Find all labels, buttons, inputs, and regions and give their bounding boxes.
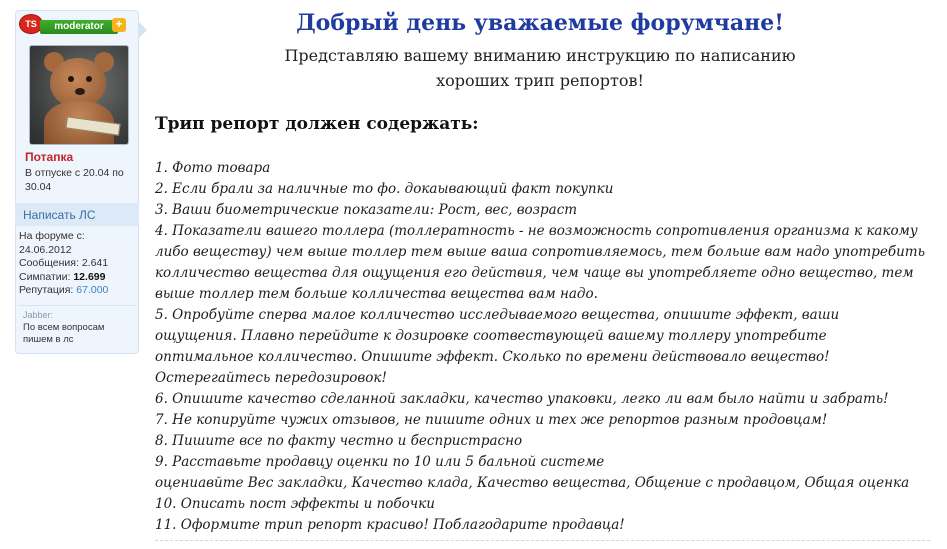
stat-joined-label: На форуме с: <box>19 230 85 242</box>
post-footer-separator <box>155 540 930 541</box>
list-item: оцениавйте Вес закладки, Качество клада, Качество вещества, Общение с продавцом, Общая оценка <box>155 475 910 491</box>
ts-badge-icon: TS <box>19 14 43 34</box>
stat-posts <box>19 257 137 271</box>
stat-likes-value: 12.699 <box>73 270 106 283</box>
post-subtitle-line1: Представляю вашему вниманию инструкцию по написанию <box>284 46 796 65</box>
stat-joined <box>19 230 137 257</box>
sidebar-divider <box>19 305 135 306</box>
user-status: В отпуске с 20.04 по 30.04 <box>25 167 124 193</box>
instruction-list <box>155 158 925 536</box>
list-item: 4. Показатели вашего толлера (толлератность - не возможность сопротивления организма к какому либо веществу) чем выше толлер тем выше ваша сопротивляемось, тем больше вам надо употребить колличество вещества для ощущения его действия, чем чаще вы употребляете одно вещество, тем выше толлер тем больше колличества вещества вам надо. <box>155 223 925 302</box>
user-stats <box>19 230 137 298</box>
list-item: 1. Фото товара <box>155 160 271 176</box>
avatar[interactable] <box>29 45 129 145</box>
sidebar-pointer <box>139 22 147 38</box>
list-item: 10. Описать пост эффекты и побочки <box>155 496 435 512</box>
stat-posts-value: 2.641 <box>81 257 109 269</box>
stat-likes-label: Симпатии: <box>19 270 71 283</box>
stat-rep-label: Репутация: <box>19 284 74 296</box>
list-item: 2. Если брали за наличные то фо. докаывающий факт покупки <box>155 181 614 197</box>
moderator-banner: moderator <box>40 20 118 34</box>
post-heading: Трип репорт должен содержать: <box>155 114 479 134</box>
jabber-label: Jabber: <box>23 310 54 320</box>
list-item: 7. Не копируйте чужих отзывов, не пишите одних и тех же репортов разным продовцам! <box>155 412 828 428</box>
bear-eye-left <box>68 76 74 82</box>
list-item: 3. Ваши биометрические показатели: Рост, вес, возраст <box>155 202 578 218</box>
jabber-value: По всем вопросам пишем в лс <box>23 322 105 345</box>
moderator-plus-icon: + <box>112 18 126 32</box>
list-item: 8. Пишите все по факту честно и беспристрасно <box>155 433 523 449</box>
list-item: 11. Оформите трип репорт красиво! Поблагодарите продавца! <box>155 517 625 533</box>
stat-joined-value: 24.06.2012 <box>19 243 72 256</box>
post-subtitle <box>155 43 925 93</box>
post-subtitle-line2: хороших трип репортов! <box>436 71 644 90</box>
list-item: 6. Опишите качество сделанной закладки, качество упаковки, легко ли вам было найти и забрать! <box>155 391 889 407</box>
stat-likes <box>19 271 137 285</box>
post-title: Добрый день уважаемые форумчане! <box>296 10 784 36</box>
list-item: 5. Опробуйте сперва малое колличество исследываемого вещества, опишите эффект, ваши ощущения. Плавно перейдите к дозировке соотвествующей вашему толлеру употребите оптимальное колличество. Опишите эффект. Сколько по времени действовало вещество! Остерегайтесь передозировок! <box>155 307 840 386</box>
username-link[interactable]: Потапка <box>25 150 74 164</box>
post-content <box>155 0 930 549</box>
bear-eye-right <box>86 76 92 82</box>
stat-rep <box>19 284 137 298</box>
send-pm-link[interactable]: Написать ЛС <box>23 208 96 222</box>
list-item: 9. Расставьте продавцу оценки по 10 или 5 бальной системе <box>155 454 605 470</box>
stat-rep-value: 67.000 <box>76 284 109 296</box>
stat-posts-label: Сообщения: <box>19 257 79 269</box>
bear-nose <box>75 88 85 95</box>
